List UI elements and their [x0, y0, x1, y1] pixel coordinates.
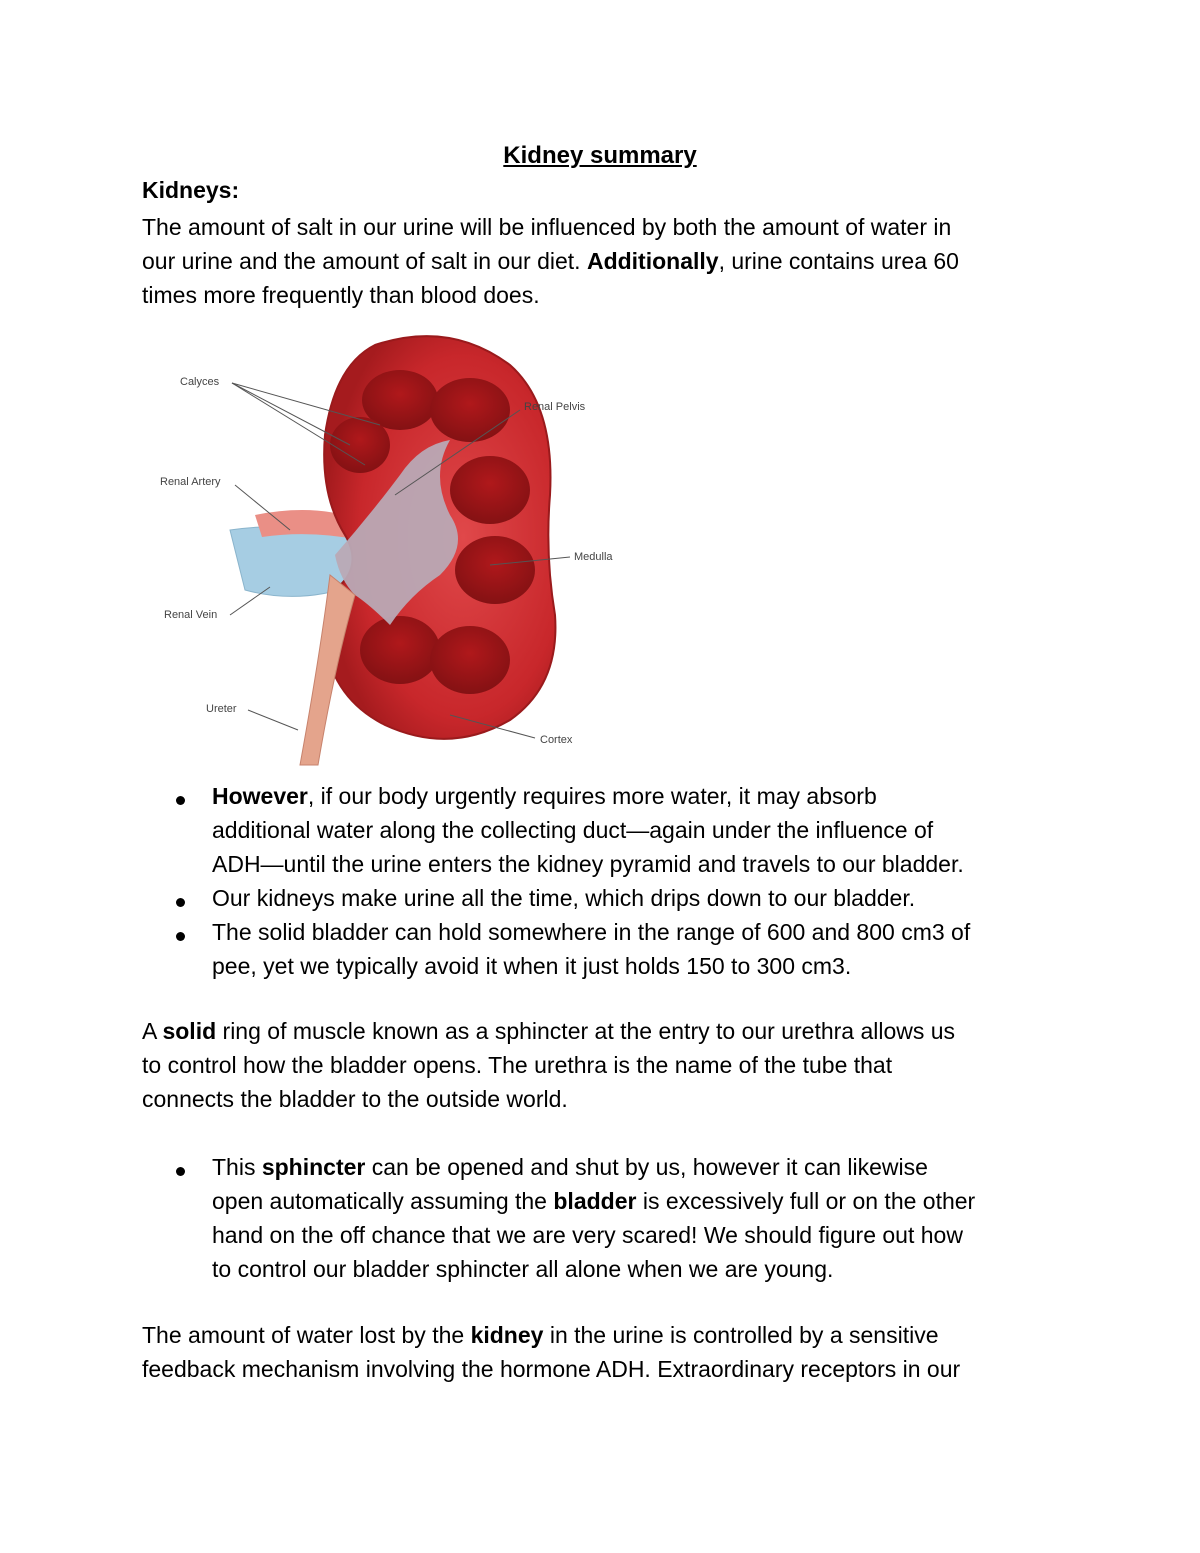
intro-text: our urine and the amount of salt in our diet.: [142, 248, 587, 274]
label-renal-pelvis: Renal Pelvis: [524, 401, 586, 413]
bullet-text: open automatically assuming the: [212, 1188, 554, 1214]
bold-term: sphincter: [261, 1154, 366, 1180]
intro-line-3: [142, 278, 540, 312]
pyramid: [450, 456, 530, 524]
bold-term: solid: [162, 1018, 217, 1044]
bullet-4-line-1: [212, 1150, 928, 1184]
bullet-text: is excessively full or on the other: [636, 1188, 976, 1214]
para-text: A: [142, 1018, 163, 1044]
label-renal-artery: Renal Artery: [160, 476, 221, 488]
label-medulla: Medulla: [574, 551, 613, 563]
bullet-1-line-3: ADH—until the urine enters the kidney pyramid and travels to our bladder.: [212, 851, 964, 877]
para3-line-2: feedback mechanism involving the hormone ADH. Extraordinary receptors in our: [142, 1356, 961, 1382]
intro-text: times more frequently than blood does.: [142, 282, 540, 308]
intro-text: The amount of salt in our urine will be influenced by both the amount of water in: [142, 214, 952, 240]
bullet-4-line-3: hand on the off chance that we are very scared! We should figure out how: [212, 1222, 963, 1248]
page-title: Kidney summary: [503, 142, 697, 169]
bold-term: However: [212, 783, 308, 809]
bullet-3-line-2: pee, yet we typically avoid it when it just holds 150 to 300 cm3.: [212, 953, 852, 979]
bullet-text: , if our body urgently requires more water, it may absorb: [307, 783, 877, 809]
bullet-text: This: [212, 1154, 262, 1180]
pyramid: [330, 417, 390, 473]
label-ureter: Ureter: [206, 703, 237, 715]
para2-line-2: to control how the bladder opens. The urethra is the name of the tube that: [142, 1052, 893, 1078]
para-text: ring of muscle known as a sphincter at the entry to our urethra allows us: [216, 1018, 956, 1044]
label-calyces: Calyces: [180, 376, 220, 388]
bullet-1-line-2: additional water along the collecting duct—again under the influence of: [212, 817, 934, 843]
para2-line-3: connects the bladder to the outside world.: [142, 1086, 568, 1112]
label-cortex: Cortex: [540, 734, 573, 746]
bullet-1-line-1: [212, 779, 877, 813]
para3-line-1: [142, 1318, 938, 1352]
bullet-3-line-1: The solid bladder can hold somewhere in the range of 600 and 800 cm3 of: [212, 919, 971, 945]
bold-term: bladder: [553, 1188, 637, 1214]
bullet-dot: [176, 932, 185, 941]
bullet-4-line-2: [212, 1184, 975, 1218]
intro-line-1: [142, 210, 951, 244]
bullet-dot: [176, 898, 185, 907]
intro-text: , urine contains urea 60: [718, 248, 959, 274]
bold-term: Additionally: [586, 248, 719, 274]
bullet-dot: [176, 1167, 185, 1176]
pyramid: [430, 378, 510, 442]
kidney-diagram: [150, 325, 640, 770]
bullet-text: can be opened and shut by us, however it can likewise: [365, 1154, 928, 1180]
pyramid: [455, 536, 535, 604]
para-text: in the urine is controlled by a sensitive: [543, 1322, 939, 1348]
pyramid: [360, 616, 440, 684]
bullet-4-line-4: to control our bladder sphincter all alone when we are young.: [212, 1256, 834, 1282]
pyramid: [430, 626, 510, 694]
label-renal-vein: Renal Vein: [164, 609, 218, 621]
para-text: The amount of water lost by the: [142, 1322, 471, 1348]
para2-line-1: [142, 1014, 955, 1048]
bullet-dot: [176, 796, 185, 805]
section-heading: Kidneys:: [142, 177, 240, 203]
intro-line-2: [142, 244, 959, 278]
bold-term: kidney: [470, 1322, 544, 1348]
bullet-2-line-1: Our kidneys make urine all the time, which drips down to our bladder.: [212, 885, 916, 911]
